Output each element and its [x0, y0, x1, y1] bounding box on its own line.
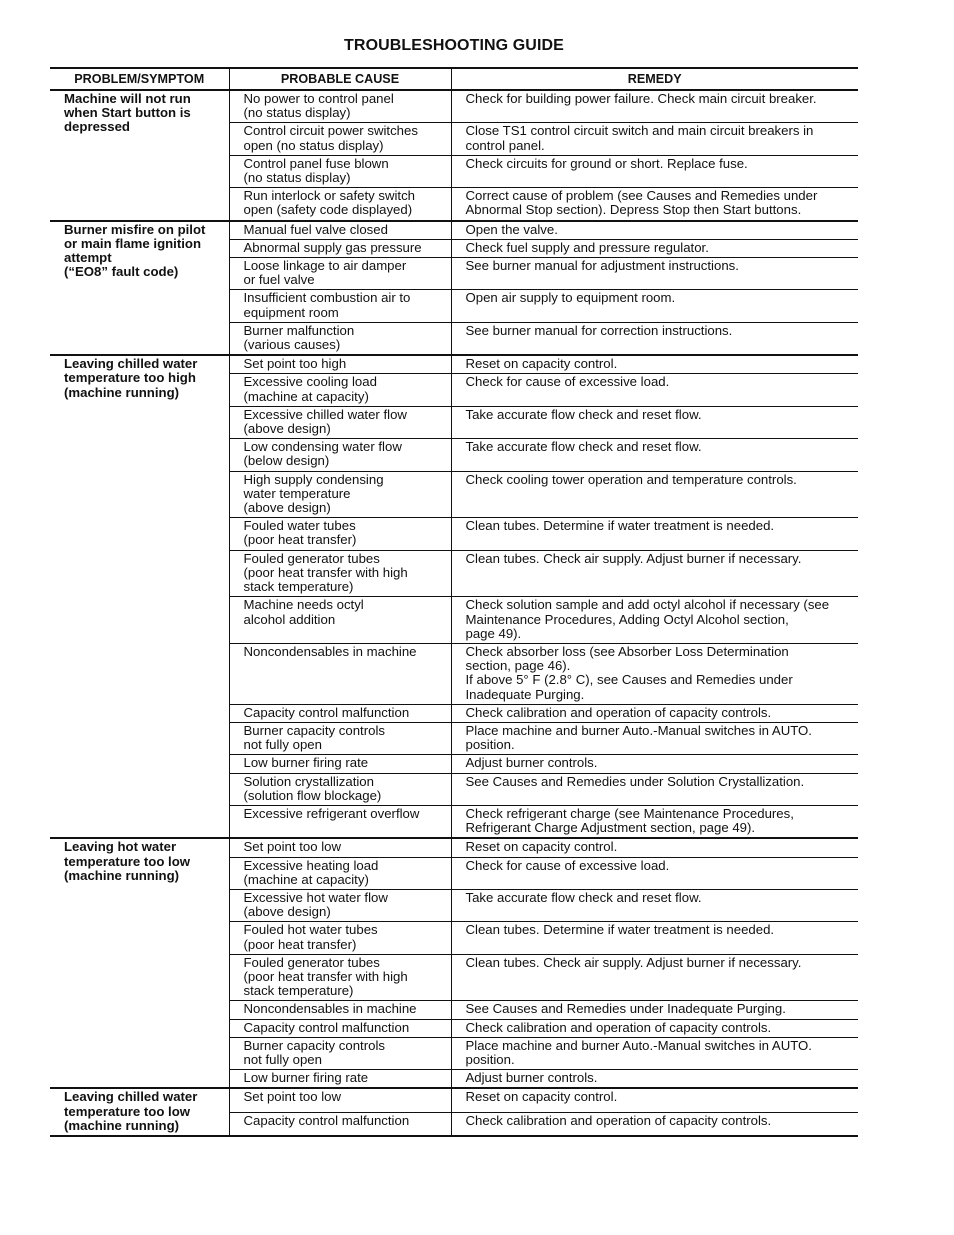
probable-cause-cell: Capacity control malfunction [229, 1019, 451, 1037]
probable-cause-cell: Control circuit power switches open (no status display) [229, 123, 451, 155]
remedy-cell: Open air supply to equipment room. [451, 290, 858, 322]
page-title: TROUBLESHOOTING GUIDE [344, 37, 564, 54]
probable-cause-cell: Burner capacity controls not fully open [229, 722, 451, 754]
probable-cause-cell: Burner malfunction (various causes) [229, 322, 451, 355]
remedy-cell: Reset on capacity control. [451, 355, 858, 374]
probable-cause-cell: Abnormal supply gas pressure [229, 239, 451, 257]
remedy-cell: See burner manual for correction instructions. [451, 322, 858, 355]
problem-symptom-cell: Machine will not run when Start button is depressed [50, 90, 229, 221]
table-row [50, 1088, 858, 1112]
probable-cause-cell: Fouled generator tubes (poor heat transfer with high stack temperature) [229, 550, 451, 597]
remedy-cell: Open the valve. [451, 221, 858, 240]
remedy-cell: Correct cause of problem (see Causes and Remedies under Abnormal Stop section). Depress Stop then Start buttons. [451, 188, 858, 221]
remedy-cell: Check for building power failure. Check main circuit breaker. [451, 90, 858, 123]
remedy-cell: Adjust burner controls. [451, 755, 858, 773]
remedy-cell: Take accurate flow check and reset flow. [451, 406, 858, 438]
probable-cause-cell: Control panel fuse blown (no status display) [229, 155, 451, 187]
probable-cause-cell: Manual fuel valve closed [229, 221, 451, 240]
probable-cause-cell: Low condensing water flow (below design) [229, 439, 451, 471]
probable-cause-cell: Fouled hot water tubes (poor heat transfer) [229, 922, 451, 954]
table-row [50, 90, 858, 123]
probable-cause-cell: Noncondensables in machine [229, 1001, 451, 1019]
remedy-cell: Check calibration and operation of capacity controls. [451, 1112, 858, 1136]
remedy-cell: Clean tubes. Determine if water treatment is needed. [451, 922, 858, 954]
remedy-cell: Place machine and burner Auto.-Manual switches in AUTO. position. [451, 1037, 858, 1069]
remedy-cell: See Causes and Remedies under Solution Crystallization. [451, 773, 858, 805]
problem-symptom-cell: Burner misfire on pilot or main flame ignition attempt (“EO8” fault code) [50, 221, 229, 356]
probable-cause-cell: Run interlock or safety switch open (safety code displayed) [229, 188, 451, 221]
remedy-cell: Check for cause of excessive load. [451, 857, 858, 889]
probable-cause-cell: Low burner firing rate [229, 1070, 451, 1089]
probable-cause-cell: Set point too low [229, 838, 451, 857]
remedy-cell: Check fuel supply and pressure regulator. [451, 239, 858, 257]
probable-cause-cell: Fouled generator tubes (poor heat transfer with high stack temperature) [229, 954, 451, 1001]
table-row [50, 355, 858, 374]
remedy-cell: Close TS1 control circuit switch and main circuit breakers in control panel. [451, 123, 858, 155]
remedy-cell: Check calibration and operation of capacity controls. [451, 704, 858, 722]
probable-cause-cell: Burner capacity controls not fully open [229, 1037, 451, 1069]
remedy-cell: Adjust burner controls. [451, 1070, 858, 1089]
probable-cause-cell: Capacity control malfunction [229, 1112, 451, 1136]
probable-cause-cell: Set point too high [229, 355, 451, 374]
remedy-cell: Reset on capacity control. [451, 838, 858, 857]
probable-cause-cell: Excessive cooling load (machine at capacity) [229, 374, 451, 406]
table-row [50, 838, 858, 857]
probable-cause-cell: Machine needs octyl alcohol addition [229, 597, 451, 644]
probable-cause-cell: Low burner firing rate [229, 755, 451, 773]
column-header-problem: PROBLEM/SYMPTOM [50, 68, 229, 90]
probable-cause-cell: Excessive hot water flow (above design) [229, 889, 451, 921]
remedy-cell: Clean tubes. Check air supply. Adjust burner if necessary. [451, 550, 858, 597]
remedy-cell: See burner manual for adjustment instructions. [451, 258, 858, 290]
remedy-cell: Check refrigerant charge (see Maintenance Procedures, Refrigerant Charge Adjustment section, page 49). [451, 805, 858, 838]
table-header-row [50, 68, 858, 90]
problem-symptom-cell: Leaving hot water temperature too low (machine running) [50, 838, 229, 1088]
probable-cause-cell: Capacity control malfunction [229, 704, 451, 722]
remedy-cell: Clean tubes. Determine if water treatment is needed. [451, 518, 858, 550]
troubleshooting-table [50, 67, 858, 1137]
remedy-cell: Check circuits for ground or short. Replace fuse. [451, 155, 858, 187]
probable-cause-cell: Solution crystallization (solution flow blockage) [229, 773, 451, 805]
remedy-cell: Take accurate flow check and reset flow. [451, 439, 858, 471]
probable-cause-cell: Fouled water tubes (poor heat transfer) [229, 518, 451, 550]
table-body [50, 90, 858, 1136]
problem-symptom-cell: Leaving chilled water temperature too high (machine running) [50, 355, 229, 838]
probable-cause-cell: Excessive refrigerant overflow [229, 805, 451, 838]
remedy-cell: Check calibration and operation of capacity controls. [451, 1019, 858, 1037]
probable-cause-cell: Excessive heating load (machine at capacity) [229, 857, 451, 889]
remedy-cell: Check solution sample and add octyl alcohol if necessary (see Maintenance Procedures, Adding Octyl Alcohol section, page 49). [451, 597, 858, 644]
remedy-cell: Take accurate flow check and reset flow. [451, 889, 858, 921]
column-header-cause: PROBABLE CAUSE [229, 68, 451, 90]
problem-symptom-cell: Leaving chilled water temperature too low (machine running) [50, 1088, 229, 1136]
column-header-remedy: REMEDY [451, 68, 858, 90]
probable-cause-cell: No power to control panel (no status display) [229, 90, 451, 123]
probable-cause-cell: Set point too low [229, 1088, 451, 1112]
remedy-cell: Check absorber loss (see Absorber Loss Determination section, page 46). If above 5° F (2.8° C), see Causes and Remedies under Inadequate Purging. [451, 643, 858, 704]
probable-cause-cell: Noncondensables in machine [229, 643, 451, 704]
remedy-cell: Place machine and burner Auto.-Manual switches in AUTO. position. [451, 722, 858, 754]
remedy-cell: See Causes and Remedies under Inadequate Purging. [451, 1001, 858, 1019]
probable-cause-cell: Loose linkage to air damper or fuel valve [229, 258, 451, 290]
table-row [50, 221, 858, 240]
probable-cause-cell: Excessive chilled water flow (above design) [229, 406, 451, 438]
remedy-cell: Check cooling tower operation and temperature controls. [451, 471, 858, 518]
probable-cause-cell: Insufficient combustion air to equipment room [229, 290, 451, 322]
remedy-cell: Reset on capacity control. [451, 1088, 858, 1112]
remedy-cell: Check for cause of excessive load. [451, 374, 858, 406]
probable-cause-cell: High supply condensing water temperature (above design) [229, 471, 451, 518]
remedy-cell: Clean tubes. Check air supply. Adjust burner if necessary. [451, 954, 858, 1001]
